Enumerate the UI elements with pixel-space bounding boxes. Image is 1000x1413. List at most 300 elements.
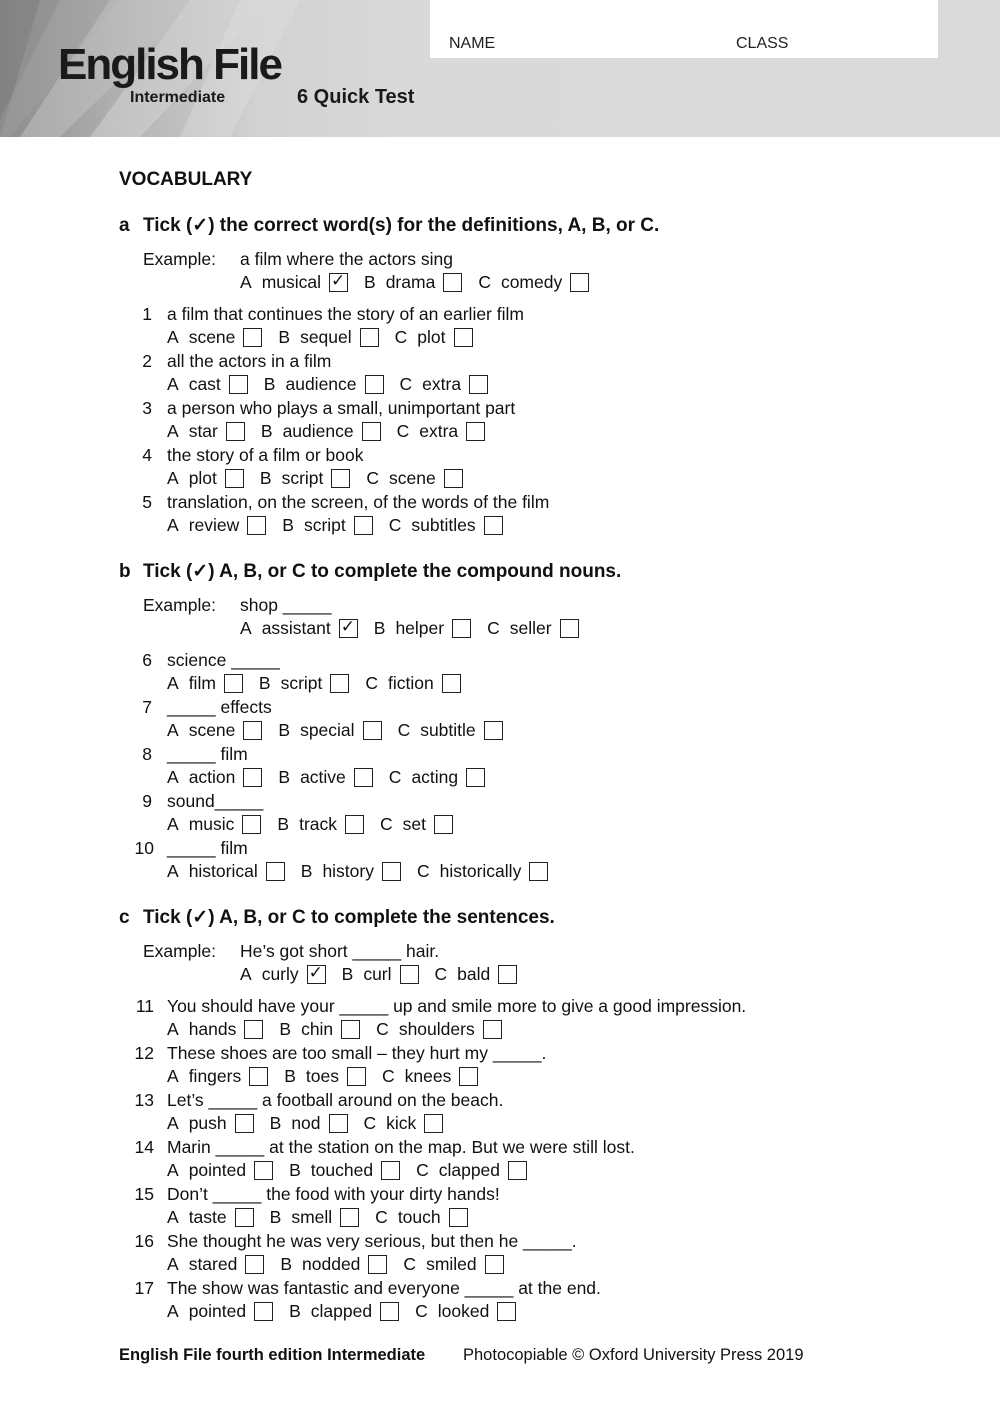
header-band (0, 0, 1000, 137)
answer-checkbox[interactable] (459, 1067, 478, 1086)
question-number: 16 (134, 1231, 154, 1251)
option-letter: A (167, 1066, 179, 1086)
question-options (167, 1019, 518, 1039)
question-prompt: the story of a film or book (167, 445, 364, 465)
option-letter: C (388, 767, 402, 787)
option-word: plot (417, 327, 446, 347)
example-options (240, 964, 533, 984)
question-prompt: Let’s _____ a football around on the beach. (167, 1090, 504, 1110)
answer-option (240, 272, 348, 292)
option-letter: C (381, 1066, 395, 1086)
option-letter: C (388, 515, 402, 535)
answer-option (374, 618, 471, 638)
answer-option (259, 673, 350, 693)
question-prompt: sound_____ (167, 791, 264, 811)
option-word: looked (437, 1301, 490, 1321)
option-word: audience (285, 374, 357, 394)
option-letter: C (396, 421, 410, 441)
option-word: extra (419, 421, 459, 441)
answer-checkbox[interactable] (226, 422, 245, 441)
example-label: Example: (143, 595, 216, 615)
option-letter: C (366, 468, 380, 488)
answer-checkbox[interactable] (354, 516, 373, 535)
example-options (240, 272, 605, 292)
answer-option (261, 421, 381, 441)
option-letter: A (167, 720, 179, 740)
answer-checkbox[interactable] (368, 1255, 387, 1274)
answer-checkbox[interactable] (329, 1114, 348, 1133)
option-letter: C (397, 720, 411, 740)
option-word: script (280, 673, 323, 693)
example-checkbox (560, 619, 579, 638)
option-word: fingers (188, 1066, 242, 1086)
answer-checkbox[interactable] (424, 1114, 443, 1133)
answer-checkbox[interactable] (466, 768, 485, 787)
answer-checkbox[interactable] (444, 469, 463, 488)
answer-checkbox[interactable] (247, 516, 266, 535)
question-options (167, 1113, 459, 1133)
answer-option (435, 964, 518, 984)
example-checkbox (443, 273, 462, 292)
answer-checkbox[interactable] (483, 1020, 502, 1039)
answer-option (478, 272, 589, 292)
answer-checkbox[interactable] (254, 1161, 273, 1180)
question-options (167, 1160, 543, 1180)
answer-option (167, 515, 266, 535)
example-prompt: a film where the actors sing (240, 249, 454, 269)
section-title: VOCABULARY (119, 169, 253, 190)
option-letter: A (167, 1301, 179, 1321)
option-letter: C (434, 964, 448, 984)
option-letter: B (279, 1019, 292, 1039)
option-word: extra (422, 374, 462, 394)
answer-option (167, 1019, 263, 1039)
answer-checkbox[interactable] (508, 1161, 527, 1180)
answer-checkbox[interactable] (254, 1302, 273, 1321)
question-prompt: Marin _____ at the station on the map. But we were still lost. (167, 1137, 635, 1157)
example-label: Example: (143, 941, 216, 961)
question-number: 3 (142, 398, 152, 418)
name-class-box (430, 0, 938, 58)
answer-option (278, 767, 372, 787)
option-word: hands (188, 1019, 237, 1039)
option-letter: B (258, 673, 271, 693)
answer-option (284, 1066, 366, 1086)
answer-checkbox[interactable] (244, 1020, 263, 1039)
option-letter: C (403, 1254, 417, 1274)
answer-checkbox[interactable] (360, 328, 379, 347)
option-letter: B (280, 1254, 293, 1274)
answer-checkbox[interactable] (242, 815, 261, 834)
option-word: scene (188, 720, 236, 740)
question-number: 17 (134, 1278, 154, 1298)
option-letter: A (167, 515, 179, 535)
answer-checkbox[interactable] (442, 674, 461, 693)
option-word: star (188, 421, 218, 441)
answer-checkbox[interactable] (266, 862, 285, 881)
answer-checkbox[interactable] (229, 375, 248, 394)
answer-option (415, 1301, 516, 1321)
option-word: push (188, 1113, 227, 1133)
answer-checkbox[interactable] (243, 328, 262, 347)
option-word: touched (310, 1160, 374, 1180)
question-prompt: science _____ (167, 650, 280, 670)
question-options (167, 767, 501, 787)
question-number: 11 (135, 996, 154, 1016)
answer-option (167, 767, 262, 787)
option-letter: A (167, 1254, 179, 1274)
example-label: Example: (143, 249, 216, 269)
question-options (167, 1254, 520, 1274)
option-word: review (188, 515, 240, 535)
answer-option (278, 720, 381, 740)
answer-option (277, 814, 364, 834)
example-checkbox (339, 616, 358, 638)
section-letter: c (119, 907, 130, 928)
answer-option (395, 327, 473, 347)
brand-level: Intermediate (130, 89, 226, 106)
option-word: action (188, 767, 236, 787)
option-word: bald (457, 964, 491, 984)
answer-checkbox[interactable] (363, 721, 382, 740)
answer-option (167, 1066, 268, 1086)
question-options (167, 374, 504, 394)
option-letter: A (167, 1207, 179, 1227)
question-prompt: all the actors in a film (167, 351, 332, 371)
answer-checkbox[interactable] (225, 469, 244, 488)
option-word: toes (305, 1066, 339, 1086)
answer-option (403, 1254, 503, 1274)
question-options (167, 468, 479, 488)
question-number: 6 (142, 650, 152, 670)
option-word: subtitles (411, 515, 476, 535)
question-options (167, 1301, 532, 1321)
option-word: taste (188, 1207, 227, 1227)
answer-checkbox[interactable] (380, 1302, 399, 1321)
answer-checkbox[interactable] (529, 862, 548, 881)
option-letter: B (373, 618, 386, 638)
answer-option (167, 468, 244, 488)
answer-checkbox[interactable] (345, 815, 364, 834)
question-prompt: translation, on the screen, of the words of the film (167, 492, 550, 512)
answer-option (167, 1207, 254, 1227)
option-letter: B (269, 1207, 282, 1227)
option-letter: C (363, 1113, 377, 1133)
option-letter: A (167, 468, 179, 488)
option-word: special (300, 720, 355, 740)
option-letter: A (240, 272, 252, 292)
option-letter: B (278, 327, 291, 347)
option-letter: C (365, 673, 379, 693)
answer-option (380, 814, 453, 834)
option-word: audience (282, 421, 354, 441)
answer-checkbox[interactable] (466, 422, 485, 441)
option-letter: B (289, 1301, 301, 1321)
option-letter: C (399, 374, 413, 394)
option-word: curly (261, 964, 299, 984)
answer-option (167, 814, 261, 834)
option-word: curl (363, 964, 392, 984)
option-word: script (281, 468, 324, 488)
answer-option (167, 1113, 254, 1133)
question-options (167, 515, 519, 535)
option-word: script (303, 515, 346, 535)
example-prompt: He’s got short _____ hair. (240, 941, 440, 961)
question-options (167, 1207, 484, 1227)
instruction-c (119, 906, 555, 929)
question-number: 14 (134, 1137, 154, 1157)
option-letter: A (167, 1019, 179, 1039)
option-word: helper (395, 618, 445, 638)
option-letter: A (167, 1113, 179, 1133)
option-word: scene (389, 468, 436, 488)
answer-option (389, 515, 503, 535)
question-options (167, 327, 489, 347)
option-letter: A (167, 767, 179, 787)
instruction-text: Tick (✓) A, B, or C to complete the compound nouns. (143, 561, 622, 582)
answer-checkbox[interactable] (365, 375, 384, 394)
answer-option (382, 1066, 478, 1086)
answer-option (270, 1207, 360, 1227)
question-options (167, 1066, 494, 1086)
option-letter: C (376, 1019, 389, 1039)
option-letter: C (478, 272, 491, 292)
option-letter: A (167, 327, 179, 347)
answer-option (280, 1254, 387, 1274)
option-letter: C (415, 1301, 428, 1321)
answer-option (365, 673, 460, 693)
answer-checkbox[interactable] (341, 1020, 360, 1039)
question-prompt: a person who plays a small, unimportant part (167, 398, 516, 418)
option-word: nod (291, 1113, 321, 1133)
answer-checkbox[interactable] (449, 1208, 468, 1227)
option-letter: B (278, 767, 291, 787)
example-prompt: shop _____ (240, 595, 332, 615)
answer-checkbox[interactable] (224, 674, 243, 693)
option-word: smell (291, 1207, 333, 1227)
option-word: kick (386, 1113, 417, 1133)
option-letter: A (240, 964, 252, 984)
answer-checkbox[interactable] (340, 1208, 359, 1227)
answer-checkbox[interactable] (454, 328, 473, 347)
question-prompt: You should have your _____ up and smile more to give a good impression. (167, 996, 747, 1016)
answer-checkbox[interactable] (243, 768, 262, 787)
option-letter: B (364, 272, 376, 292)
option-word: nodded (302, 1254, 361, 1274)
question-number: 5 (142, 492, 152, 512)
class-label: CLASS (736, 35, 789, 52)
answer-option (260, 468, 351, 488)
section-letter: b (119, 561, 131, 582)
option-letter: B (289, 1160, 301, 1180)
section-letter: a (119, 215, 130, 236)
instruction-text: Tick (✓) A, B, or C to complete the sentences. (143, 907, 555, 928)
answer-checkbox[interactable] (249, 1067, 268, 1086)
answer-option (282, 515, 373, 535)
brand-logo-text: English File (58, 40, 281, 89)
question-options (167, 861, 564, 881)
answer-checkbox[interactable] (347, 1067, 366, 1086)
footer-edition: English File fourth edition Intermediate (119, 1346, 426, 1364)
option-word: film (188, 673, 216, 693)
answer-checkbox[interactable] (382, 862, 401, 881)
answer-option (167, 1160, 273, 1180)
instruction-a (119, 214, 659, 237)
option-letter: B (282, 515, 294, 535)
answer-option (167, 861, 285, 881)
option-word: cast (188, 374, 221, 394)
answer-checkbox[interactable] (235, 1114, 254, 1133)
option-letter: B (263, 374, 276, 394)
option-word: touch (397, 1207, 441, 1227)
answer-checkbox[interactable] (362, 422, 381, 441)
answer-checkbox[interactable] (497, 1302, 516, 1321)
instruction-b (119, 560, 621, 583)
question-number: 7 (142, 697, 152, 717)
example-checkbox (400, 965, 419, 984)
answer-checkbox[interactable] (330, 674, 349, 693)
option-word: comedy (500, 272, 563, 292)
option-word: clapped (310, 1301, 373, 1321)
answer-checkbox[interactable] (485, 1255, 504, 1274)
option-letter: C (487, 618, 500, 638)
answer-checkbox[interactable] (245, 1255, 264, 1274)
question-number: 2 (142, 351, 152, 371)
checkmark-icon: ✓ (331, 270, 346, 291)
question-prompt: _____ film (167, 838, 248, 858)
answer-option (167, 673, 243, 693)
answer-checkbox[interactable] (331, 469, 350, 488)
answer-option (240, 964, 326, 984)
question-prompt: Don’t _____ the food with your dirty hands! (167, 1184, 500, 1204)
example-checkbox (307, 962, 326, 984)
answer-option (342, 964, 419, 984)
example-checkbox (329, 270, 348, 292)
example-checkbox (570, 273, 589, 292)
option-letter: A (167, 374, 179, 394)
option-word: pointed (188, 1301, 247, 1321)
answer-option (397, 421, 486, 441)
option-letter: A (167, 673, 179, 693)
answer-option (167, 374, 248, 394)
option-letter: C (394, 327, 408, 347)
option-word: acting (411, 767, 459, 787)
example-options (240, 618, 595, 638)
answer-option (364, 272, 462, 292)
answer-option (400, 374, 489, 394)
answer-option (301, 861, 401, 881)
option-word: smiled (426, 1254, 477, 1274)
option-word: clapped (438, 1160, 501, 1180)
answer-checkbox[interactable] (354, 768, 373, 787)
option-word: assistant (261, 618, 331, 638)
answer-option (389, 767, 485, 787)
option-letter: B (269, 1113, 282, 1133)
answer-checkbox[interactable] (484, 721, 503, 740)
option-word: set (402, 814, 427, 834)
name-label: NAME (449, 35, 496, 52)
question-number: 8 (142, 744, 152, 764)
answer-option (487, 618, 578, 638)
option-word: subtitle (420, 720, 476, 740)
answer-checkbox[interactable] (381, 1161, 400, 1180)
option-word: history (322, 861, 374, 881)
answer-option (366, 468, 462, 488)
question-number: 4 (142, 445, 152, 465)
question-prompt: a film that continues the story of an earlier film (167, 304, 524, 324)
checkmark-icon: ✓ (308, 962, 323, 983)
option-word: active (300, 767, 346, 787)
answer-option (167, 327, 262, 347)
answer-option (167, 720, 262, 740)
checkmark-icon: ✓ (340, 616, 355, 637)
answer-option (264, 374, 384, 394)
option-letter: B (277, 814, 290, 834)
answer-checkbox[interactable] (243, 721, 262, 740)
option-letter: A (167, 814, 179, 834)
answer-checkbox[interactable] (434, 815, 453, 834)
instruction-text: Tick (✓) the correct word(s) for the definitions, A, B, or C. (143, 215, 660, 236)
answer-option (375, 1207, 467, 1227)
question-prompt: She thought he was very serious, but then he _____. (167, 1231, 577, 1251)
answer-option (270, 1113, 348, 1133)
option-letter: B (260, 421, 273, 441)
answer-option (278, 327, 378, 347)
example-checkbox (498, 965, 517, 984)
option-word: track (299, 814, 338, 834)
answer-option (364, 1113, 444, 1133)
answer-checkbox[interactable] (235, 1208, 254, 1227)
question-prompt: These shoes are too small – they hurt my _____. (167, 1043, 547, 1063)
option-word: drama (385, 272, 436, 292)
answer-option (417, 861, 548, 881)
option-letter: B (341, 964, 354, 984)
answer-option (289, 1301, 399, 1321)
option-word: shoulders (398, 1019, 475, 1039)
option-letter: C (380, 814, 393, 834)
question-number: 10 (134, 838, 154, 858)
answer-option (240, 618, 358, 638)
option-word: historical (188, 861, 258, 881)
answer-option (376, 1019, 502, 1039)
option-word: plot (188, 468, 217, 488)
option-letter: A (167, 421, 179, 441)
answer-option (167, 1301, 273, 1321)
option-word: sequel (300, 327, 352, 347)
answer-checkbox[interactable] (469, 375, 488, 394)
question-prompt: _____ film (167, 744, 248, 764)
option-letter: A (167, 861, 179, 881)
option-letter: B (259, 468, 272, 488)
option-letter: B (300, 861, 313, 881)
footer-copyright: Photocopiable © Oxford University Press 2019 (463, 1346, 804, 1364)
test-title: 6 Quick Test (297, 86, 415, 108)
option-letter: C (375, 1207, 388, 1227)
example-checkbox (452, 619, 471, 638)
option-letter: A (167, 1160, 179, 1180)
option-word: scene (188, 327, 236, 347)
question-options (167, 673, 477, 693)
option-word: knees (404, 1066, 452, 1086)
answer-checkbox[interactable] (484, 516, 503, 535)
question-options (167, 814, 469, 834)
answer-option (167, 421, 245, 441)
option-word: musical (261, 272, 322, 292)
answer-option (416, 1160, 527, 1180)
question-prompt: _____ effects (167, 697, 272, 717)
question-number: 9 (142, 791, 152, 811)
question-number: 12 (134, 1043, 154, 1063)
